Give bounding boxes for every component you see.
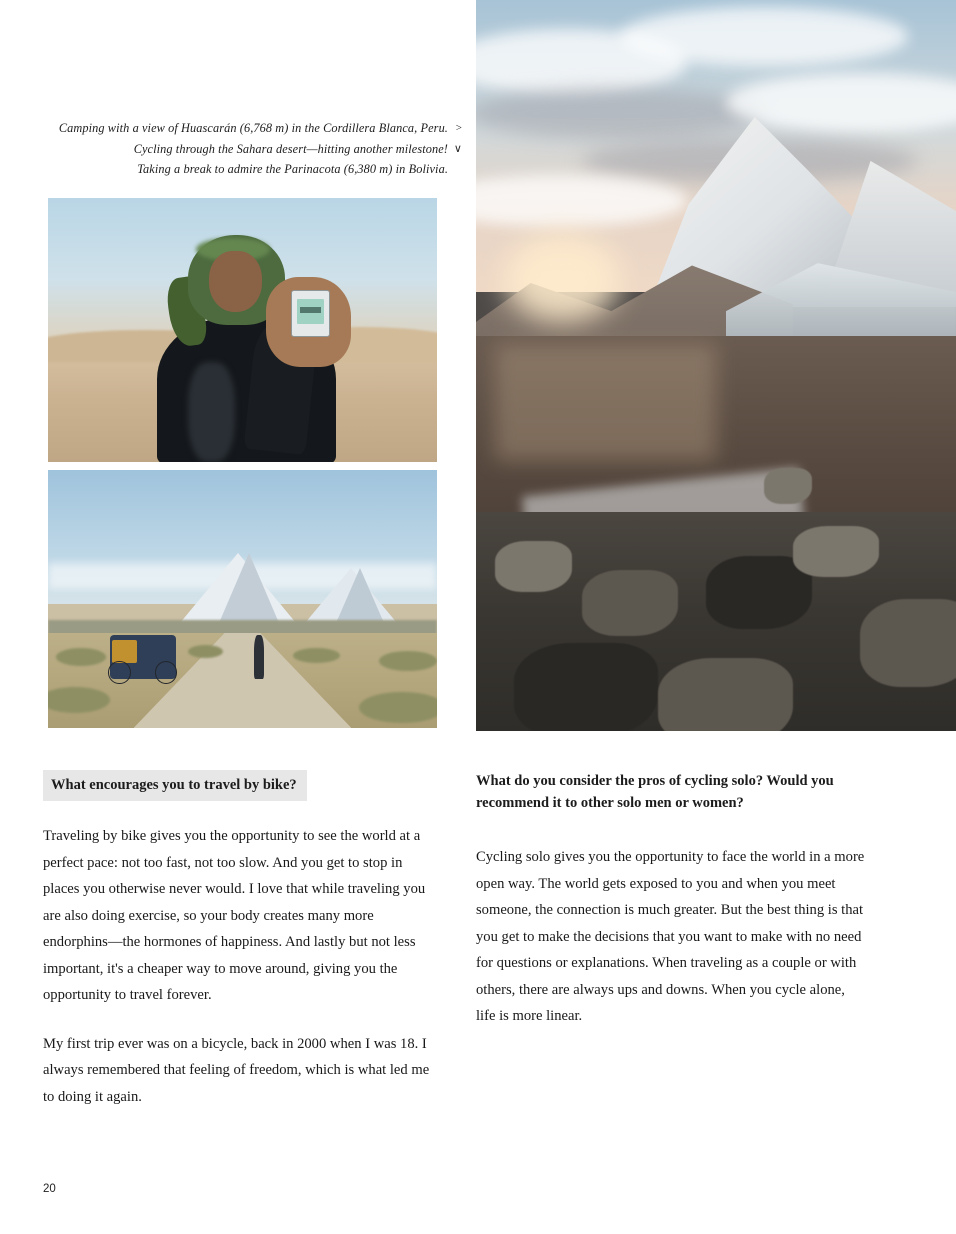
traveler-silhouette bbox=[254, 635, 264, 679]
answer-left-paragraph-1: Traveling by bike gives you the opportunity to see the world at a perfect pace: not too fast, not too slow. And you get to stop in places you otherwise never would. I love that while traveling you are also doing exercise, so your body creates many more endorphins—the hormones of happiness. And lastly but not less important, it's a cheaper way to move around, giving you the opportunity to travel forever. bbox=[43, 828, 426, 1003]
cyclist-face bbox=[209, 251, 262, 312]
boulder bbox=[582, 570, 678, 636]
sun-glow bbox=[505, 234, 620, 322]
caption-marker-right-arrow-icon: > bbox=[455, 122, 462, 134]
boulder bbox=[860, 599, 956, 687]
odometer-screen bbox=[297, 299, 324, 324]
photo-huascaran-mountain bbox=[476, 0, 956, 731]
caption-text-2: Cycling through the Sahara desert—hitting another milestone! bbox=[133, 141, 448, 156]
answer-left-paragraph-2: My first trip ever was on a bicycle, back in 2000 when I was 18. I always remembered that feeling of freedom, which is what led me to doing it again. bbox=[43, 1035, 430, 1105]
boulder bbox=[658, 658, 792, 731]
question-left: What encourages you to travel by bike? bbox=[43, 770, 307, 801]
scrub-bush bbox=[379, 651, 437, 672]
caption-line-1 bbox=[48, 118, 462, 139]
caption-marker-down-arrow-icon: ∨ bbox=[453, 142, 462, 155]
parinacota-peak-second-shadow bbox=[336, 568, 384, 623]
slope-sunlight bbox=[495, 344, 716, 461]
cloud bbox=[620, 7, 908, 65]
scrub-bush bbox=[56, 648, 107, 666]
scrub-bush bbox=[48, 687, 110, 713]
page-number: 20 bbox=[43, 1183, 56, 1195]
photo-sahara-cyclist bbox=[48, 198, 437, 462]
boulder bbox=[514, 643, 658, 731]
photo-captions bbox=[48, 118, 462, 180]
bike-odometer-device bbox=[291, 290, 330, 337]
boulder bbox=[793, 526, 879, 577]
parinacota-peak-main-shadow bbox=[219, 553, 279, 623]
caption-text-1: Camping with a view of Huascarán (6,768 m) in the Cordillera Blanca, Peru. bbox=[58, 121, 448, 135]
bicycle-wheel bbox=[108, 661, 130, 684]
bicycle-pannier bbox=[112, 640, 137, 663]
cloud-shadowed bbox=[476, 88, 764, 139]
left-text-column bbox=[43, 770, 433, 1132]
right-text-column bbox=[476, 770, 866, 1052]
cyclist-torso-highlight bbox=[188, 362, 235, 462]
boulder bbox=[495, 541, 572, 592]
answer-right-paragraph-1: Cycling solo gives you the opportunity to face the world in a more open way. The world gets exposed to you and when you meet someone, the connection is much greater. But the best thing is that you get to make the decisions that you want to make with no need for questions or explanations. When traveling as a couple or with others, there are always ups and downs. When you cycle alone, life is more linear. bbox=[476, 849, 865, 1024]
caption-line-3 bbox=[48, 159, 448, 180]
bicycle-wheel bbox=[155, 661, 177, 684]
photo-parinacota-volcano bbox=[48, 470, 437, 728]
caption-text-3: Taking a break to admire the Parinacota (6,380 m) in Bolivia. bbox=[137, 162, 448, 176]
boulder bbox=[764, 468, 812, 505]
caption-line-2 bbox=[48, 139, 462, 160]
scrub-bush bbox=[359, 692, 437, 723]
question-right: What do you consider the pros of cycling solo? Would you recommend it to other solo men or women? bbox=[476, 773, 834, 811]
